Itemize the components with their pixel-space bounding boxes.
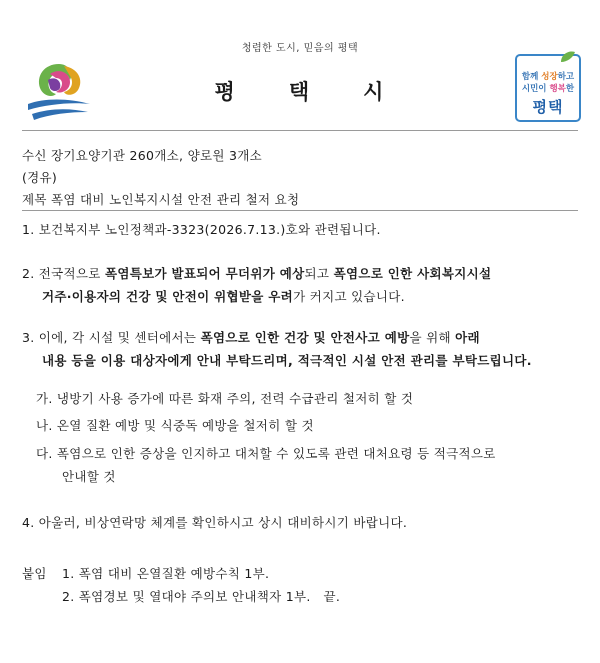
via: (경유): [22, 170, 58, 185]
item-da-line1: 다. 폭염으로 인한 증상을 인지하고 대처할 수 있도록 관련 대처요령 등 적극적으로: [36, 446, 496, 461]
end-mark: 끝.: [323, 589, 341, 604]
paragraph-1: 1. 보건복지부 노인정책과-3323(2026.7.13.)호와 관련됩니다.: [22, 222, 381, 237]
title-char: 평: [214, 80, 237, 104]
paragraph-2-line1: 2. 전국적으로 폭염특보가 발표되어 무더위가 예상되고 폭염으로 인한 사회복지시설: [22, 266, 492, 281]
item-na: 나. 온열 질환 예방 및 식중독 예방을 철저히 할 것: [36, 418, 314, 433]
leaf-icon: [559, 50, 577, 64]
paragraph-4: 4. 아울러, 비상연락망 체계를 확인하시고 상시 대비하시기 바랍니다.: [22, 515, 408, 530]
header-divider: [22, 130, 578, 131]
recipient: 수신 장기요양기관 260개소, 양로원 3개소: [22, 148, 263, 163]
brand-slogan-line2: 시민이 행복한: [521, 84, 575, 94]
title-char: 시: [363, 80, 386, 104]
subject: 제목 폭염 대비 노인복지시설 안전 관리 철저 요청: [22, 192, 300, 207]
paragraph-3-line2: 내용 등을 이용 대상자에게 안내 부탁드리며, 적극적인 시설 안전 관리를 부탁드립니다.: [42, 353, 532, 368]
slogan: 청렴한 도시, 믿음의 평택: [241, 43, 359, 54]
brand-name: 평택: [532, 98, 564, 116]
city-brand-logo: [515, 54, 581, 122]
title-char: 택: [288, 80, 312, 104]
paragraph-2-line2: 거주·이용자의 건강 및 안전이 위협받을 우려가 커지고 있습니다.: [42, 289, 405, 304]
brand-slogan-line1: 함께 성장하고: [521, 72, 575, 82]
attachment-label: 붙임: [22, 566, 47, 581]
item-da-line2: 안내할 것: [62, 469, 116, 484]
item-ga: 가. 냉방기 사용 증가에 따른 화재 주의, 전력 수급관리 철저히 할 것: [36, 391, 414, 406]
attachment-1: 1. 폭염 대비 온열질환 예방수칙 1부.: [62, 566, 270, 581]
paragraph-3-line1: 3. 이에, 각 시설 및 센터에서는 폭염으로 인한 건강 및 안전사고 예방을 위해 아래: [22, 330, 480, 345]
subject-divider: [22, 210, 578, 211]
attachment-2: 2. 폭염경보 및 열대야 주의보 안내책자 1부. 끝.: [62, 589, 341, 604]
document-title: [0, 76, 600, 106]
